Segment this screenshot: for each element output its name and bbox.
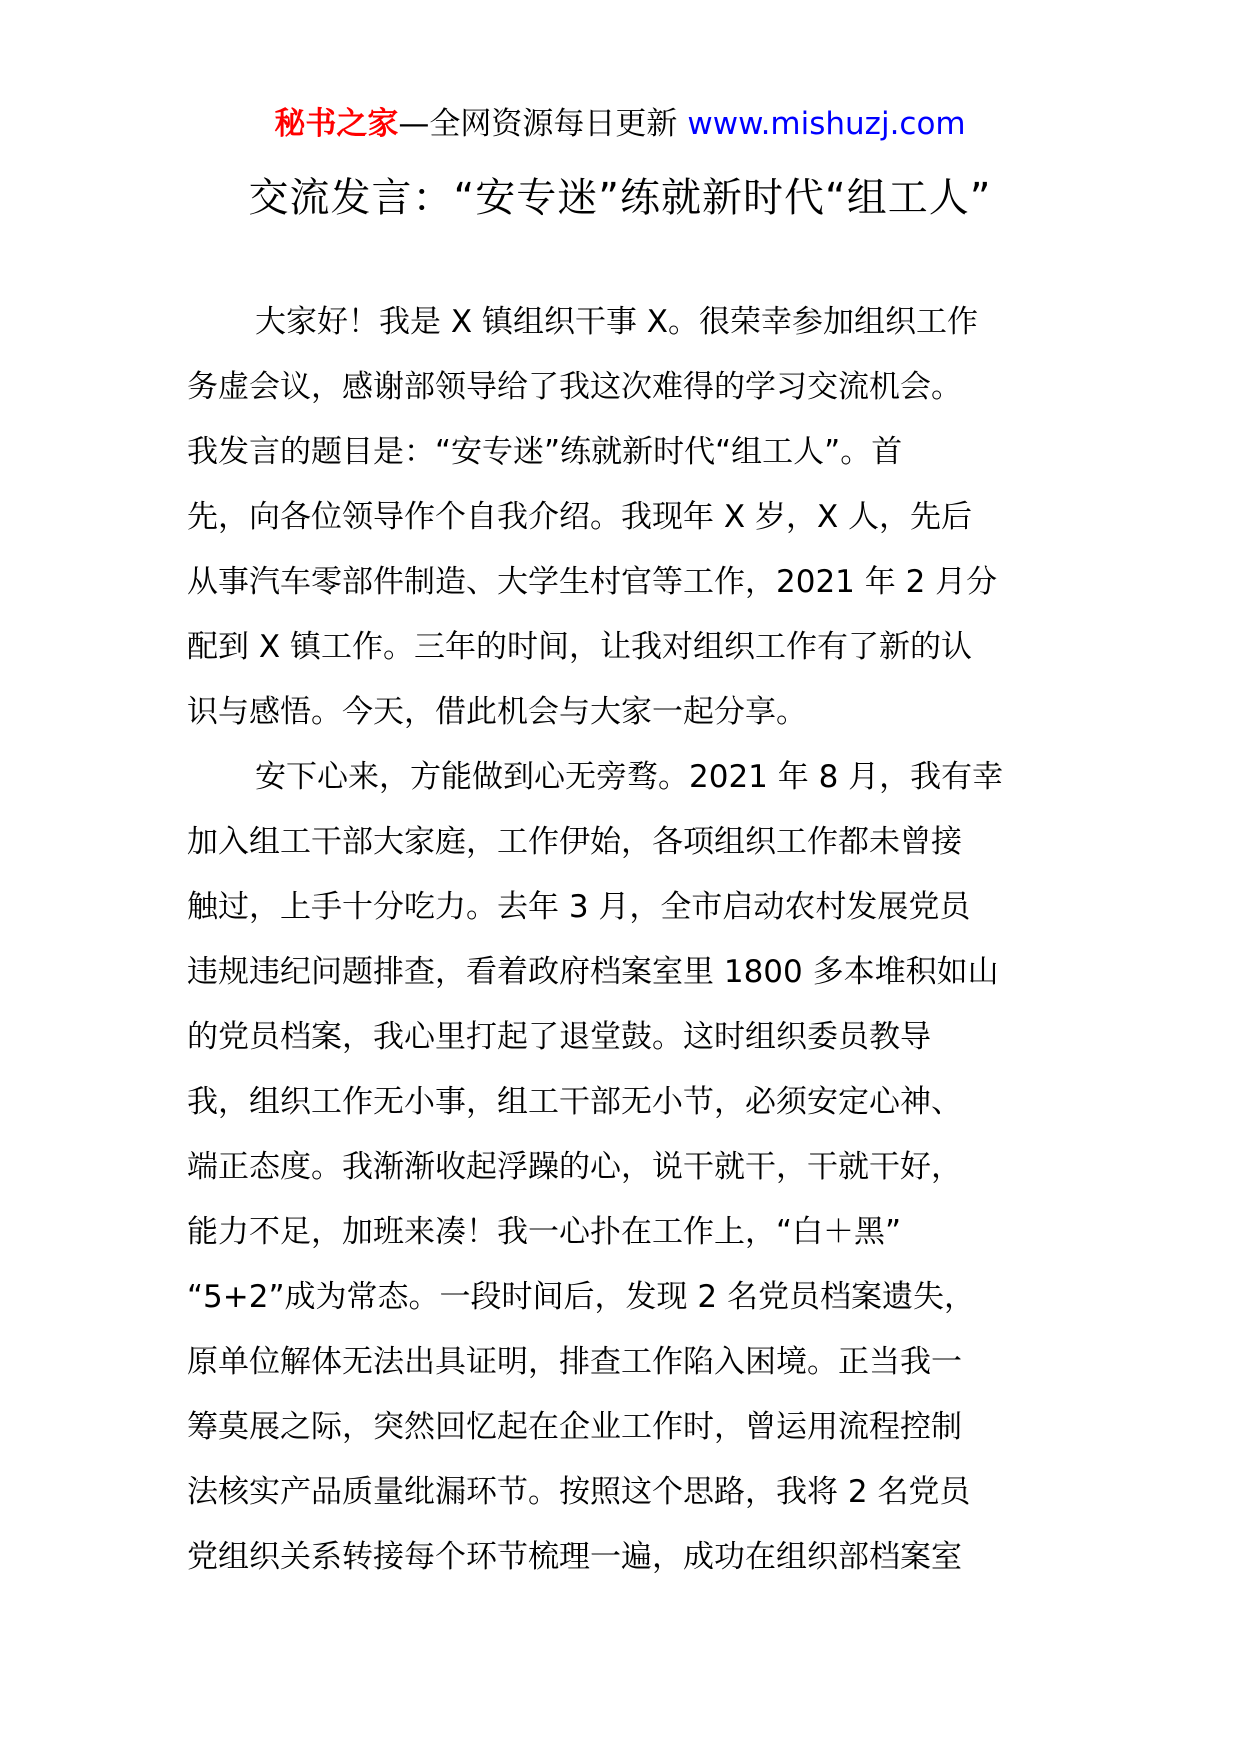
paragraph-line: 务虚会议，感谢部领导给了我这次难得的学习交流机会。: [187, 369, 962, 405]
paragraph-line: 安下心来，方能做到心无旁骛。2021 年 8 月，我有幸: [255, 759, 1004, 795]
paragraph-line: 先，向各位领导作个自我介绍。我现年 X 岁，X 人，先后: [187, 499, 973, 535]
site-header: [0, 98, 1240, 150]
paragraph-line: 大家好！我是 X 镇组织干事 X。很荣幸参加组织工作: [255, 304, 979, 340]
paragraph-line: 加入组工干部大家庭，工作伊始，各项组织工作都未曾接: [187, 824, 962, 860]
paragraph-line: 法核实产品质量纰漏环节。按照这个思路，我将 2 名党员: [187, 1474, 971, 1510]
paragraph-line: 我，组织工作无小事，组工干部无小节，必须安定心神、: [187, 1084, 962, 1120]
paragraph-line: 违规违纪问题排查，看着政府档案室里 1800 多本堆积如山: [187, 954, 999, 990]
paragraph-line: 我发言的题目是：“安专迷”练就新时代“组工人”。首: [187, 434, 903, 470]
paragraph-line: 原单位解体无法出具证明，排查工作陷入困境。正当我一: [187, 1344, 962, 1380]
document-body: [187, 290, 1052, 1590]
paragraph-line: 从事汽车零部件制造、大学生村官等工作，2021 年 2 月分: [187, 564, 998, 600]
paragraph-line: 党组织关系转接每个环节梳理一遍，成功在组织部档案室: [187, 1539, 962, 1575]
paragraph-line: 筹莫展之际，突然回忆起在企业工作时，曾运用流程控制: [187, 1409, 962, 1445]
site-tagline: —全网资源每日更新: [398, 106, 678, 142]
paragraph-line: 能力不足，加班来凑！我一心扑在工作上，“白＋黑”: [187, 1214, 902, 1250]
paragraph-line: “5+2”成为常态。一段时间后，发现 2 名党员档案遗失，: [187, 1279, 975, 1315]
paragraph-line: 的党员档案，我心里打起了退堂鼓。这时组织委员教导: [187, 1019, 931, 1055]
brand-name: 秘书之家: [274, 106, 399, 142]
paragraph-line: 端正态度。我渐渐收起浮躁的心，说干就干，干就干好，: [187, 1149, 962, 1185]
paragraph-line: 配到 X 镇工作。三年的时间，让我对组织工作有了新的认: [187, 629, 972, 665]
paragraph-line: 识与感悟。今天，借此机会与大家一起分享。: [187, 694, 807, 730]
site-url-link[interactable]: www.mishuzj.com: [687, 106, 966, 142]
document-title: 交流发言：“安专迷”练就新时代“组工人”: [248, 175, 992, 221]
paragraph-line: 触过，上手十分吃力。去年 3 月，全市启动农村发展党员: [187, 889, 971, 925]
